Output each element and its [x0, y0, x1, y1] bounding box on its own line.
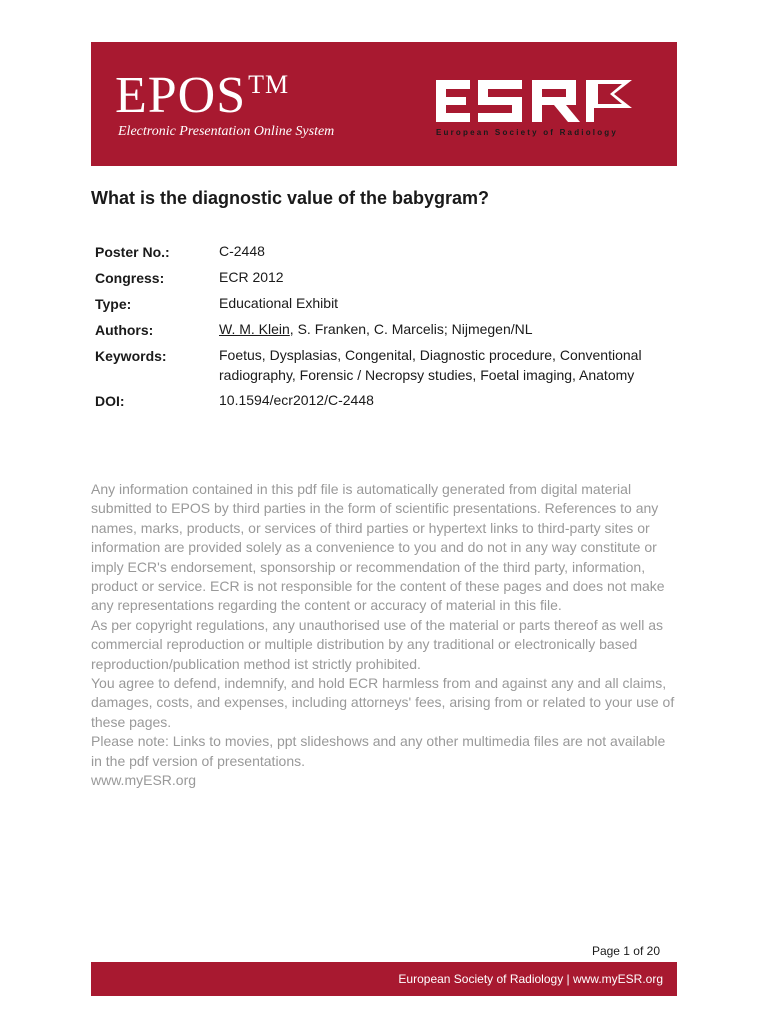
epos-brand: [115, 67, 290, 124]
meta-row-poster-no: [95, 242, 655, 262]
epos-brand-text: EPOS: [115, 67, 247, 124]
primary-author: W. M. Klein: [219, 321, 290, 337]
keywords-value: Foetus, Dysplasias, Congenital, Diagnostic procedure, Conventional radiography, Forensic / Necropsy studies, Foetal imaging, Anatomy: [219, 347, 642, 383]
page-number: Page 1 of 20: [591, 944, 660, 958]
meta-label: Congress:: [95, 270, 165, 286]
meta-label: Keywords:: [95, 348, 167, 364]
header-banner: [91, 42, 677, 166]
meta-row-type: [95, 294, 655, 314]
disclaimer-paragraph: As per copyright regulations, any unauthorised use of the material or parts thereof as well as commercial reproduction or multiple distribution by any traditional or electronically based reproduction/publication method ist strictly prohibited.: [91, 616, 663, 672]
meta-row-keywords: [95, 346, 655, 385]
disclaimer-paragraph: Please note: Links to movies, ppt slideshows and any other multimedia files are not available in the pdf version of presentations.: [91, 733, 666, 769]
poster-title: What is the diagnostic value of the babygram?: [91, 188, 490, 208]
poster-number: C-2448: [219, 243, 265, 259]
type-value: Educational Exhibit: [219, 295, 339, 311]
authors-value: [219, 320, 655, 340]
meta-label: Poster No.:: [95, 244, 170, 260]
other-authors: , S. Franken, C. Marcelis; Nijmegen/NL: [289, 321, 533, 337]
meta-row-authors: [95, 320, 655, 340]
congress-value: ECR 2012: [219, 269, 284, 285]
legal-disclaimer: [91, 480, 677, 791]
poster-metadata: [95, 242, 655, 417]
meta-row-doi: [95, 391, 655, 411]
website-link[interactable]: www.myESR.org: [91, 772, 197, 789]
meta-label: Type:: [95, 296, 132, 312]
epos-subtitle: Electronic Presentation Online System: [118, 124, 335, 139]
footer-banner: [91, 962, 677, 996]
disclaimer-paragraph: Any information contained in this pdf file is automatically generated from digital material submitted to EPOS by third parties in the form of scientific presentations. References to any names, marks, products, or services of third parties or hypertext links to third-party sites or information are provided solely as a convenience to you and do not in any way constitute or imply ECR's endorsement, sponsorship or recommendation of the third party, information, product or service. ECR is not responsible for the content of these pages and does not make any representations regarding the content or accuracy of material in this file.: [91, 481, 665, 614]
disclaimer-paragraph: You agree to defend, indemnify, and hold ECR harmless from and against any and all claims, damages, costs, and expenses, including attorneys' fees, arising from or related to your use of these pages.: [91, 675, 675, 730]
esr-logo-mark: [436, 80, 636, 126]
meta-label: Authors:: [95, 322, 154, 338]
esr-tagline: European Society of Radiology: [436, 128, 619, 137]
doi-value: 10.1594/ecr2012/C-2448: [219, 392, 374, 408]
meta-label: DOI:: [95, 393, 125, 409]
epos-trademark: TM: [248, 70, 290, 99]
meta-row-congress: [95, 268, 655, 288]
footer-text: European Society of Radiology | www.myESR.org: [398, 972, 663, 986]
